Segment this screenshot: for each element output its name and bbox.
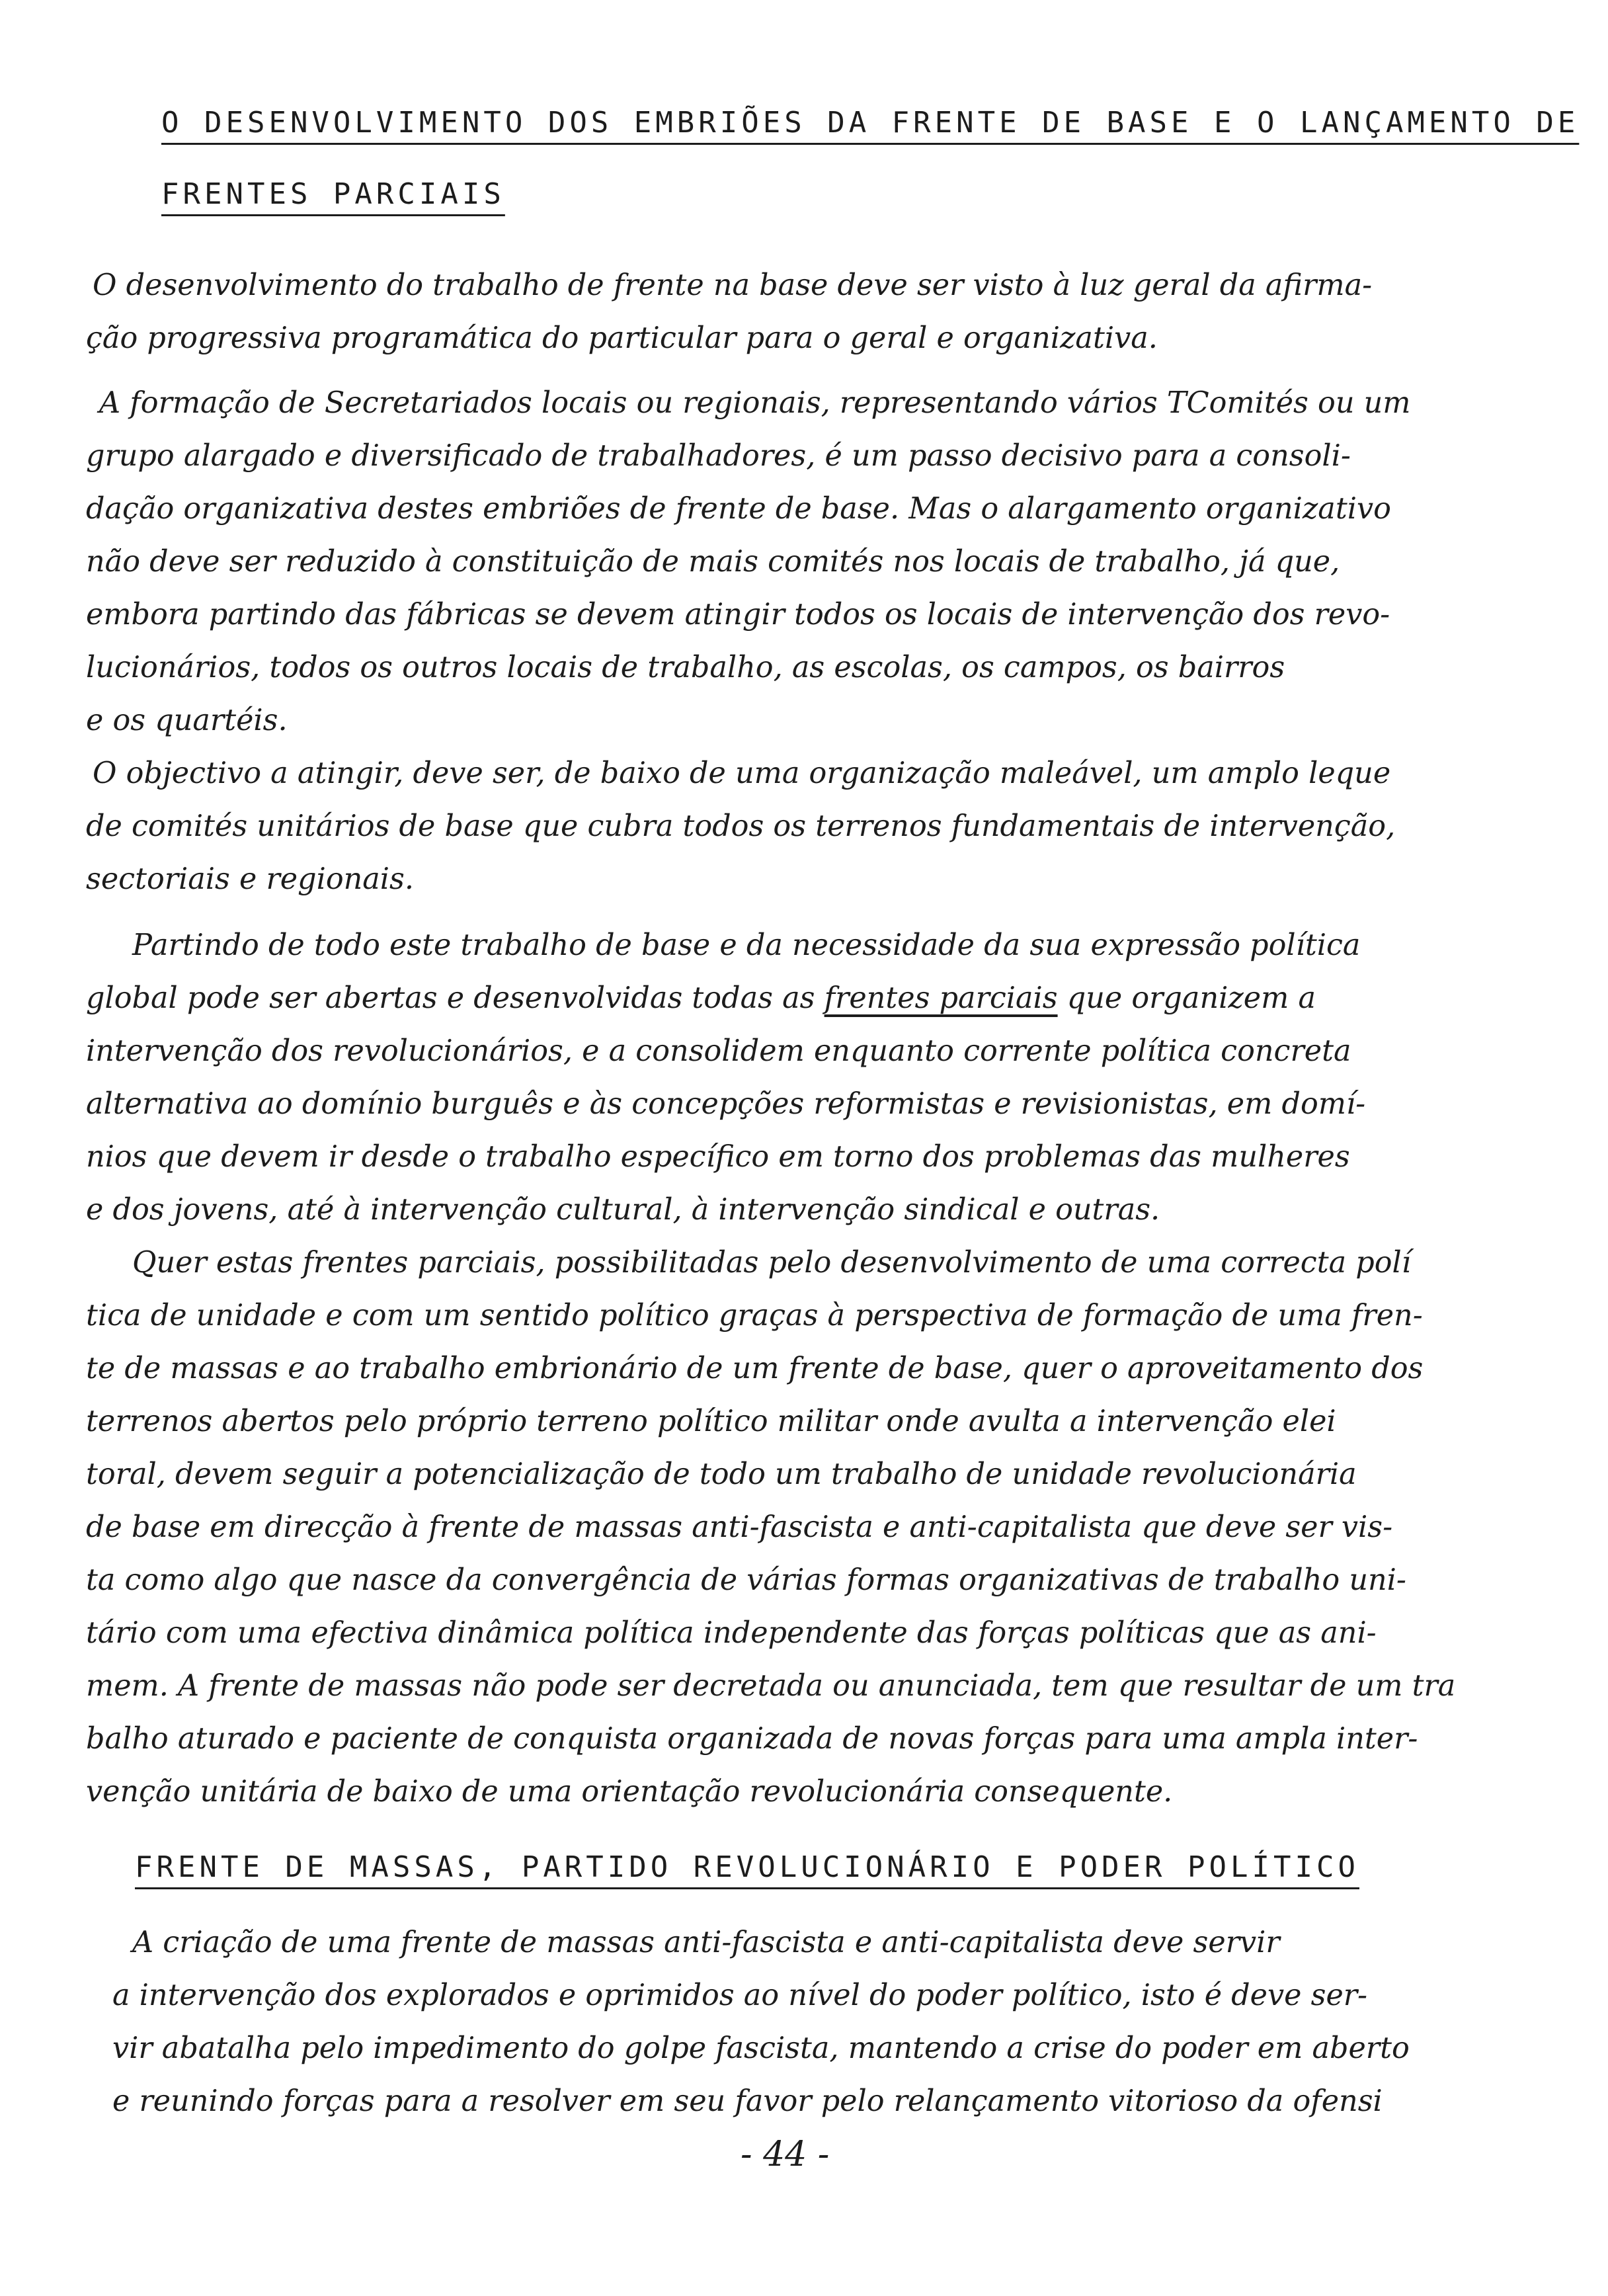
paragraph-1: [86, 259, 1541, 365]
text-line: terrenos abertos pelo próprio terreno político militar onde avulta a intervenção elei: [86, 1405, 1336, 1438]
paragraph-6: [112, 1916, 1567, 2128]
paragraph-4: [86, 919, 1541, 1237]
text-line: de base em direcção à frente de massas anti-fascista e anti-capitalista que deve ser vis-: [86, 1510, 1393, 1544]
text-line: não deve ser reduzido à constituição de mais comités nos locais de trabalho, já que,: [86, 545, 1340, 579]
text-line: tário com uma efectiva dinâmica política independente das forças políticas que as ani-: [86, 1616, 1377, 1650]
text-line: ção progressiva programática do particular para o geral e organizativa.: [86, 321, 1158, 355]
text-line: balho aturado e paciente de conquista organizada de novas forças para uma ampla inter-: [86, 1722, 1418, 1756]
text-line: e reunindo forças para a resolver em seu favor pelo relançamento vitorioso da ofensi: [112, 2084, 1383, 2118]
text-line: embora partindo das fábricas se devem atingir todos os locais de intervenção dos revo-: [86, 598, 1390, 632]
text-line: e dos jovens, até à intervenção cultural, à intervenção sindical e outras.: [86, 1193, 1160, 1227]
text-line: alternativa ao domínio burguês e às concepções reformistas e revisionistas, em domí-: [86, 1087, 1366, 1121]
text-line: intervenção dos revolucionários, e a consolidem enquanto corrente política concreta: [86, 1034, 1351, 1068]
text-line: venção unitária de baixo de uma orientação revolucionária consequente.: [86, 1775, 1173, 1809]
underlined-term: frentes parciais: [824, 981, 1058, 1015]
text-line: toral, devem seguir a potencialização de todo um trabalho de unidade revolucionária: [86, 1457, 1357, 1491]
text-line: a intervenção dos explorados e oprimidos ao nível do poder político, isto é deve ser-: [112, 1979, 1368, 2012]
text-line: A criação de uma frente de massas anti-fascista e anti-capitalista deve servir: [132, 1926, 1280, 1959]
text-segment: que organizem a: [1057, 981, 1316, 1015]
text-line: nios que devem ir desde o trabalho específico em torno dos problemas das mulheres: [86, 1140, 1350, 1174]
text-line: mem. A frente de massas não pode ser decretada ou anunciada, tem que resultar de um tra: [86, 1669, 1456, 1703]
text-line: A formação de Secretariados locais ou regionais, representando vários TComités ou um: [99, 386, 1411, 420]
text-line: te de massas e ao trabalho embrionário de um frente de base, quer o aproveitamento dos: [86, 1352, 1424, 1385]
text-line: vir abatalha pelo impedimento do golpe fascista, mantendo a crise do poder em aberto: [112, 2031, 1410, 2065]
text-line: grupo alargado e diversificado de trabalhadores, é um passo decisivo para a consoli-: [86, 439, 1351, 473]
paragraph-2: [86, 377, 1541, 747]
text-segment: global pode ser abertas e desenvolvidas todas as: [86, 981, 824, 1015]
paragraph-3: [86, 747, 1541, 906]
text-line: de comités unitários de base que cubra todos os terrenos fundamentais de intervenção,: [86, 809, 1396, 843]
paragraph-5: [86, 1237, 1541, 1819]
section-heading-line-2: FRENTES PARCIAIS: [161, 177, 505, 211]
text-line: O desenvolvimento do trabalho de frente na base deve ser visto à luz geral da afirma-: [93, 268, 1373, 302]
text-line: dação organizativa destes embriões de frente de base. Mas o alargamento organizativo: [86, 492, 1391, 526]
section-2-heading: FRENTE DE MASSAS, PARTIDO REVOLUCIONÁRIO E PODER POLÍTICO: [135, 1850, 1359, 1884]
text-line: ta como algo que nasce da convergência de várias formas organizativas de trabalho uni-: [86, 1563, 1406, 1597]
text-line: tica de unidade e com um sentido político graças à perspectiva de formação de uma fren-: [86, 1299, 1423, 1332]
page-number: - 44 -: [741, 2135, 830, 2174]
text-line: Quer estas frentes parciais, possibilitadas pelo desenvolvimento de uma correcta polí: [132, 1246, 1412, 1280]
text-line: sectoriais e regionais.: [86, 862, 415, 896]
text-line: Partindo de todo este trabalho de base e da necessidade da sua expressão política: [132, 928, 1361, 962]
text-line: [86, 972, 1541, 1025]
text-line: O objectivo a atingir, deve ser, de baixo de uma organização maleável, um amplo leque: [93, 757, 1391, 790]
text-line: e os quartéis.: [86, 704, 288, 737]
section-heading-line-1: O DESENVOLVIMENTO DOS EMBRIÕES DA FRENTE DE BASE E O LANÇAMENTO DE: [161, 106, 1580, 140]
text-line: lucionários, todos os outros locais de trabalho, as escolas, os campos, os bairros: [86, 651, 1285, 684]
